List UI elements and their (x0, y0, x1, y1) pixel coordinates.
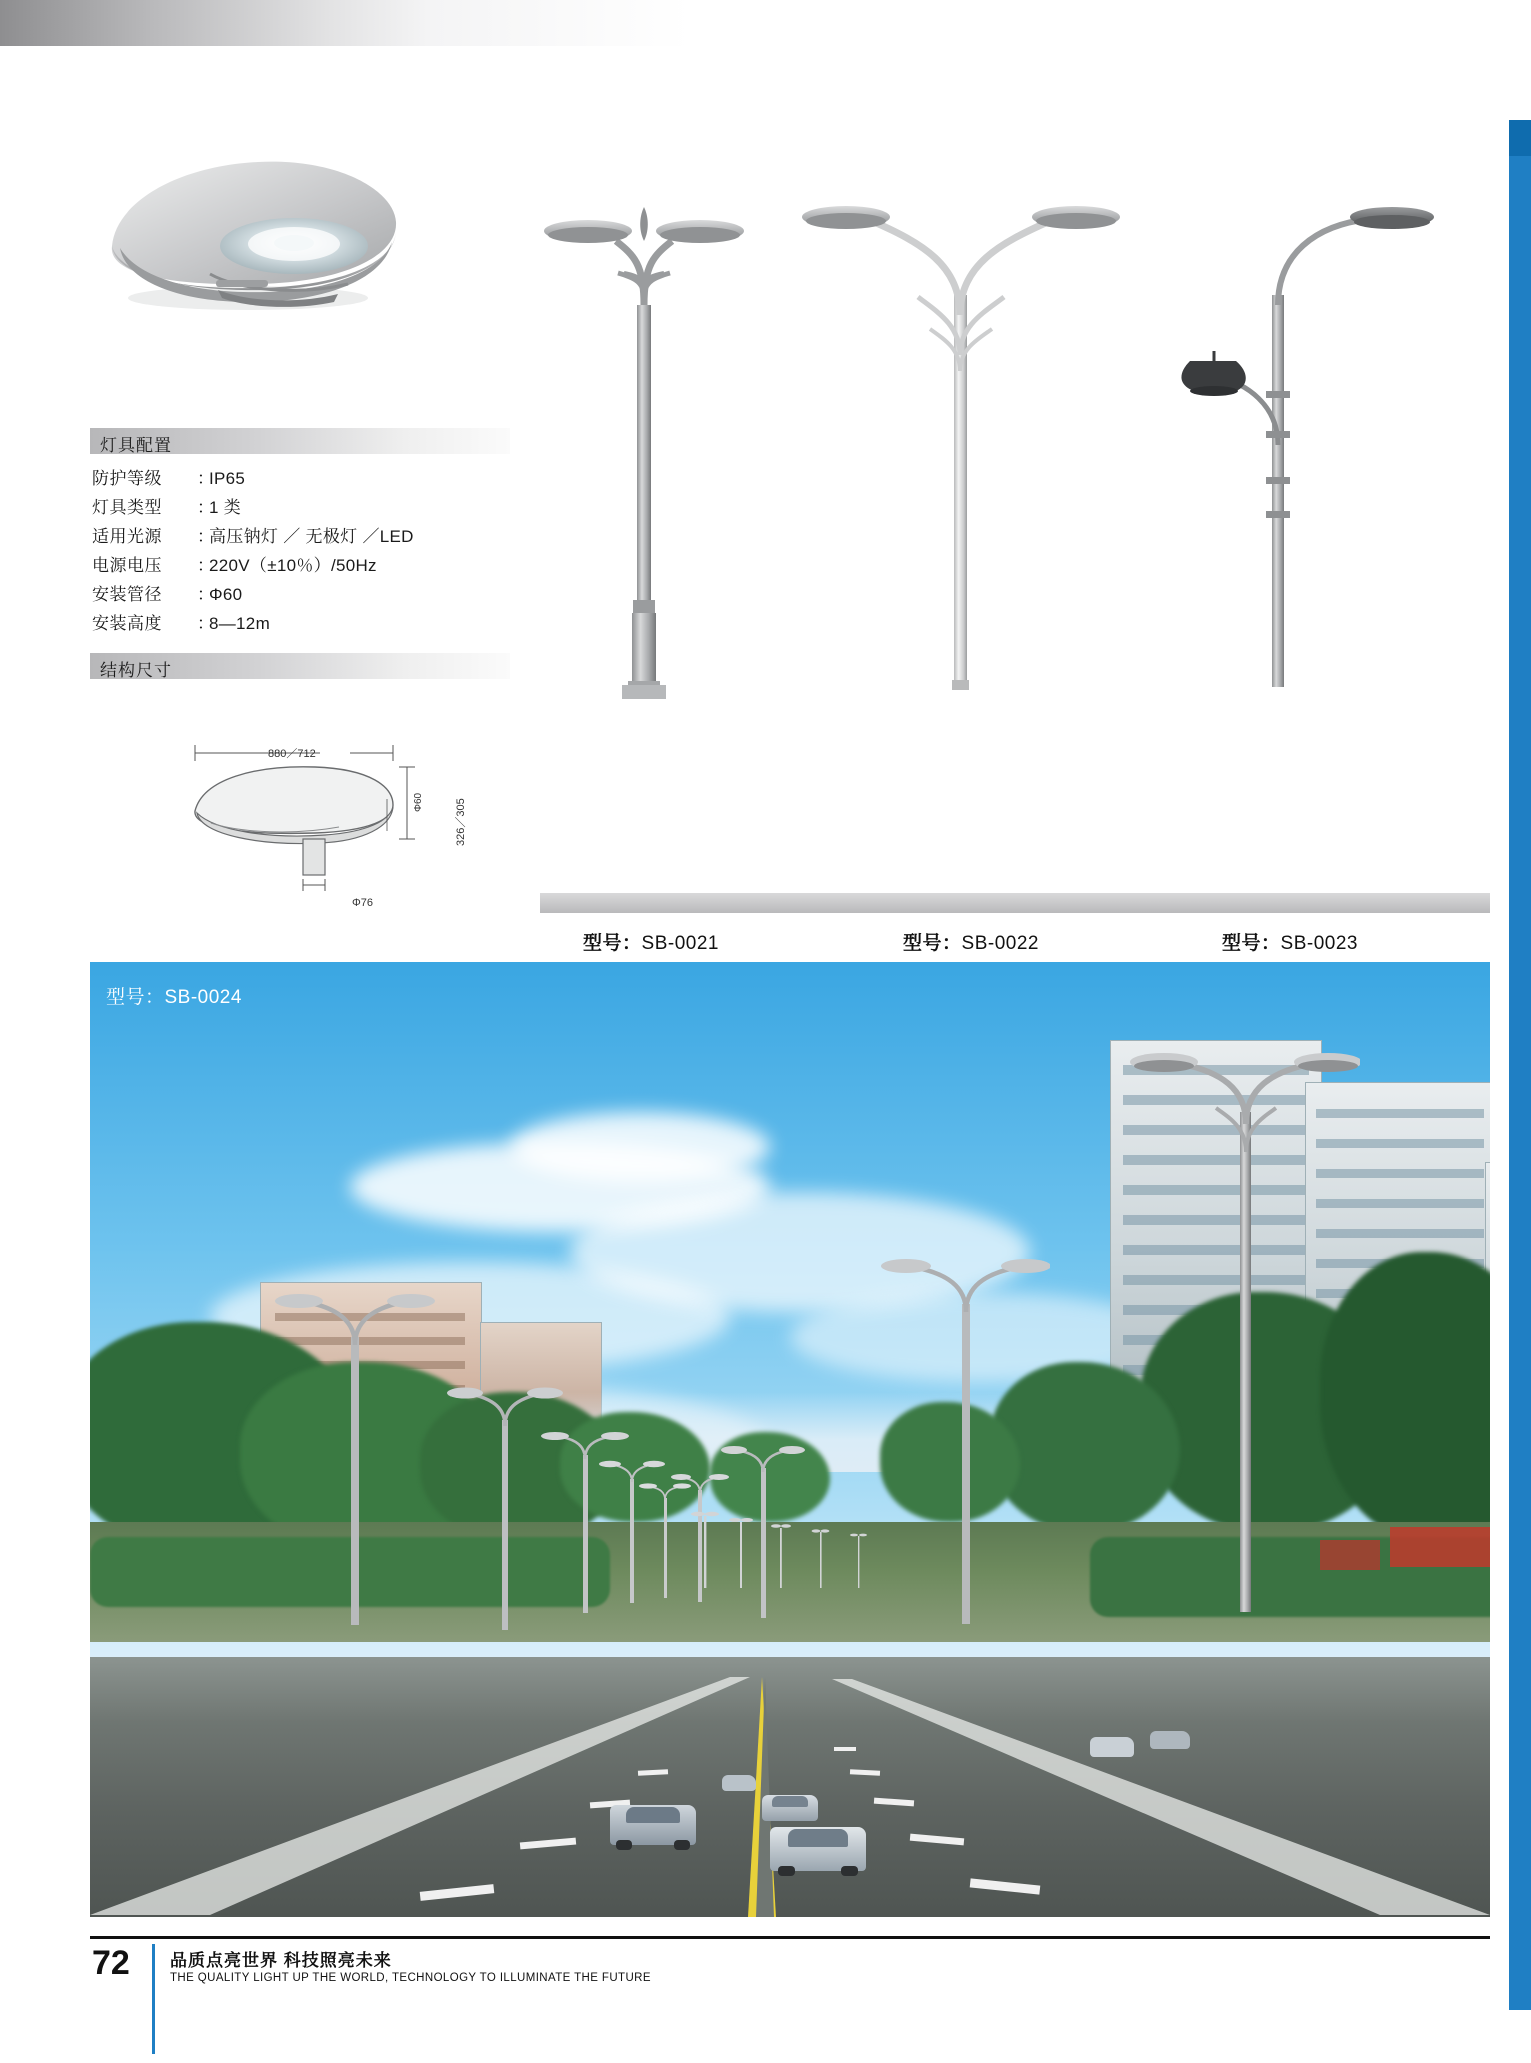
spec-value: 220V（±10％）/50Hz (209, 556, 377, 575)
top-gradient-bar (0, 0, 690, 46)
pole-sb-0022 (802, 206, 1120, 690)
section-header-dimensions (90, 653, 510, 679)
model-label-prefix: 型号： (903, 933, 962, 954)
pole-ground-bar (540, 893, 1490, 913)
car (610, 1805, 696, 1845)
model-caption-sb-0023 (1222, 928, 1358, 955)
spec-label: 灯具类型 (92, 498, 162, 517)
pole-sb-0023 (1181, 207, 1434, 687)
spec-label: 适用光源 (92, 527, 162, 546)
right-blue-strip (1509, 120, 1531, 2010)
footer-slogan-en: THE QUALITY LIGHT UP THE WORLD, TECHNOLOGY TO ILLUMINATE THE FUTURE (170, 1972, 651, 1984)
section-title-dimensions: 结构尺寸 (100, 661, 172, 680)
spec-colon: ： (197, 527, 214, 546)
cloud (510, 1112, 770, 1182)
shop-awning (1390, 1527, 1490, 1567)
dimension-drawing (175, 735, 435, 915)
model-label-prefix: 型号： (583, 933, 642, 954)
spec-row (92, 551, 512, 580)
spec-value: Φ60 (209, 585, 243, 604)
spec-list (92, 464, 512, 638)
street-lamp-foreground-right (1130, 1042, 1360, 1622)
spec-row (92, 493, 512, 522)
dimension-pipe-label: Φ60 (413, 792, 424, 812)
model-value: SB-0021 (641, 933, 719, 954)
car (770, 1827, 866, 1871)
spec-label: 安装管径 (92, 585, 162, 604)
right-blue-strip-cap (1509, 120, 1531, 156)
model-caption-sb-0022 (903, 928, 1039, 955)
spec-colon: ： (197, 469, 214, 488)
pole-sb-0021 (544, 207, 744, 699)
scene-caption: 型号：SB-0024 (106, 987, 242, 1008)
model-value: SB-0023 (1280, 933, 1358, 954)
spec-row (92, 609, 512, 638)
spec-value: 8—12m (209, 614, 271, 633)
footer-rule (90, 1936, 1490, 1939)
model-label-prefix: 型号： (1222, 933, 1281, 954)
dimension-height-label: 326／305 (455, 798, 467, 846)
car (722, 1775, 756, 1791)
road-edge-lines (90, 1647, 1490, 1917)
pole-illustrations (530, 185, 1490, 915)
car (1090, 1737, 1134, 1757)
spec-value: IP65 (209, 469, 246, 488)
model-value: SB-0022 (961, 933, 1039, 954)
spec-value: 高压钠灯 ／ 无极灯 ／LED (209, 527, 414, 546)
dimension-base-label: Φ76 (352, 897, 374, 909)
spec-colon: ： (197, 556, 214, 575)
car (762, 1795, 818, 1821)
spec-row (92, 580, 512, 609)
street-lamp-mid-left (275, 1287, 435, 1627)
spec-row (92, 522, 512, 551)
page-number: 72 (92, 1944, 130, 1982)
spec-row (92, 464, 512, 493)
spec-colon: ： (197, 498, 214, 517)
car (1150, 1731, 1190, 1749)
dimension-width-label: 880／712 (268, 748, 316, 760)
street-lamp-mid-right (880, 1252, 1050, 1632)
footer-slogan-cn: 品质点亮世界 科技照亮未来 (170, 1951, 392, 1970)
section-title-config: 灯具配置 (100, 436, 172, 455)
spec-label: 防护等级 (92, 469, 162, 488)
shop-awning (1320, 1540, 1380, 1570)
luminaire-photo (98, 150, 408, 315)
section-header-config (90, 428, 510, 454)
spec-colon: ： (197, 614, 214, 633)
street-lamp-distant-row (690, 1502, 890, 1592)
scene-photo-sb-0024 (90, 962, 1490, 1917)
model-caption-sb-0021 (583, 928, 719, 955)
spec-colon: ： (197, 585, 214, 604)
footer-divider (152, 1944, 155, 2054)
spec-label: 安装高度 (92, 614, 162, 633)
spec-label: 电源电压 (92, 556, 162, 575)
spec-value: 1 类 (209, 498, 242, 517)
